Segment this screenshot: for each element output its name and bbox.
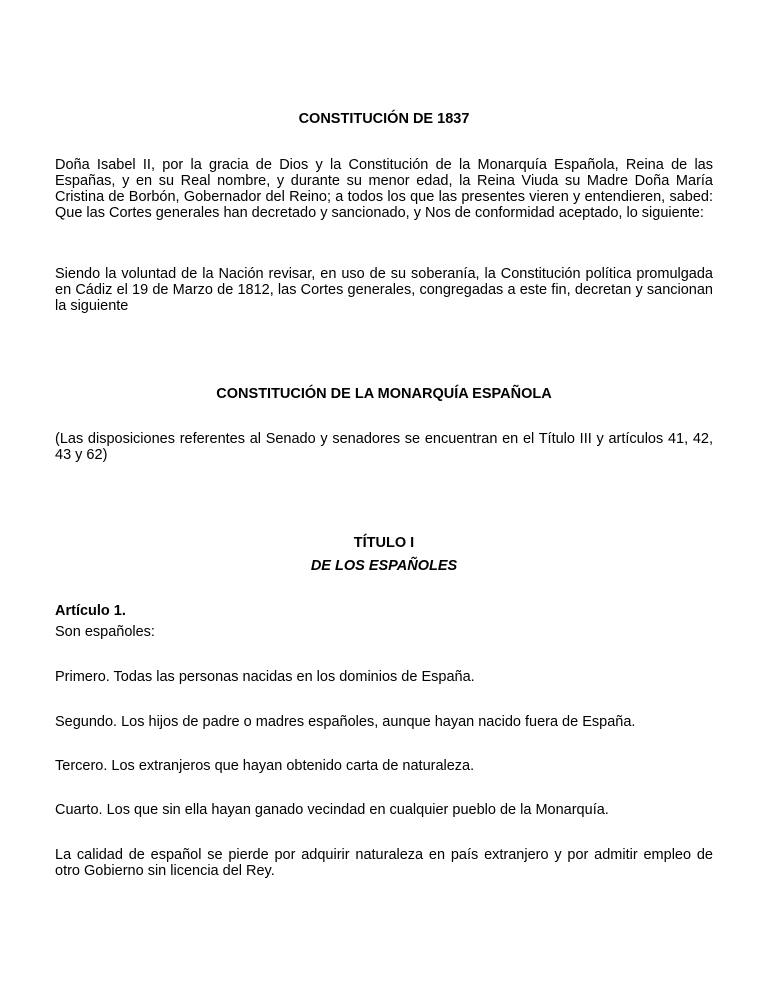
article-lead: Son españoles: <box>55 624 155 640</box>
list-item: Primero. Todas las personas nacidas en los dominios de España. <box>55 669 475 685</box>
list-item: Cuarto. Los que sin ella hayan ganado vecindad en cualquier pueblo de la Monarquía. <box>55 802 609 818</box>
preamble-paragraph: Doña Isabel II, por la gracia de Dios y la Constitución de la Monarquía Española, Reina de las Españas, y en su Real nombre, y durante su menor edad, la Reina Viuda su Madre Doña María Cristina de Borbón, Gobernador del Reino; a todos los que las presentes vieren y entendieren, sabed: Que las Cortes generales han decretado y sancionado, y Nos de conformidad aceptado, lo siguiente: <box>55 157 713 221</box>
list-item: Tercero. Los extranjeros que hayan obtenido carta de naturaleza. <box>55 758 475 774</box>
section-title: TÍTULO I <box>353 535 415 551</box>
senate-note: (Las disposiciones referentes al Senado y senadores se encuentran en el Título III y artículos 41, 42, 43 y 62) <box>55 431 713 463</box>
intro-paragraph: Siendo la voluntad de la Nación revisar, en uso de su soberanía, la Constitución política promulgada en Cádiz el 19 de Marzo de 1812, las Cortes generales, congregadas a este fin, decretan y sancionan la siguiente <box>55 266 713 314</box>
constitution-subtitle: CONSTITUCIÓN DE LA MONARQUÍA ESPAÑOLA <box>216 386 552 402</box>
list-item: Segundo. Los hijos de padre o madres españoles, aunque hayan nacido fuera de España. <box>55 714 636 730</box>
document-title: CONSTITUCIÓN DE 1837 <box>298 111 470 127</box>
article-heading: Artículo 1. <box>55 603 126 619</box>
closing-paragraph: La calidad de español se pierde por adquirir naturaleza en país extranjero y por admitir empleo de otro Gobierno sin licencia del Rey. <box>55 847 713 879</box>
section-subtitle: DE LOS ESPAÑOLES <box>310 558 458 574</box>
